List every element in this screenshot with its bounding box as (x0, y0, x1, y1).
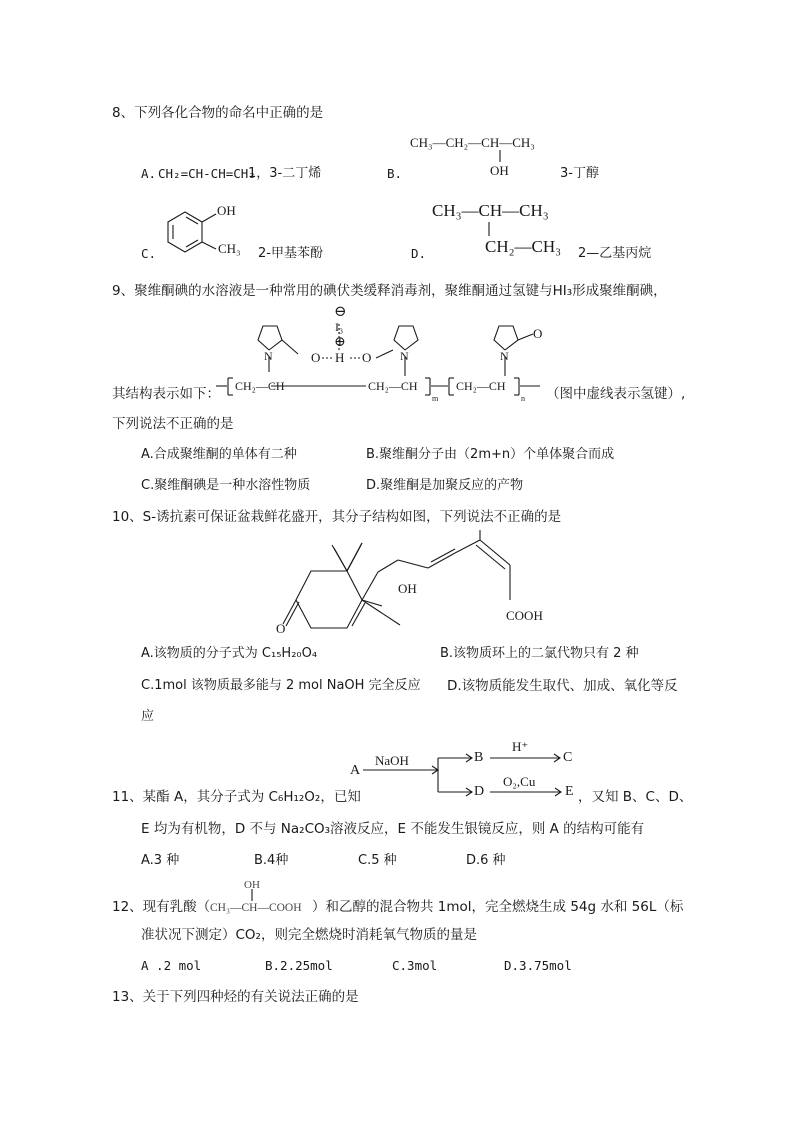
q8-option-d-label: D. (411, 246, 427, 261)
q10-structure-cooh: COOH (506, 608, 543, 623)
q8-option-c-ch3: CH₃ (218, 241, 241, 256)
q10-structure-o: O (276, 621, 286, 636)
q9-structure-o1: O (311, 350, 321, 365)
q12-stem-mid: ）和乙醇的混合物共 1mol，完全燃烧生成 54g 水和 56L（标 (312, 899, 684, 915)
q9-structure-chain-2: CH₂—CH (368, 379, 418, 393)
q9-structure-n1: N (264, 349, 273, 363)
q11-stem-start: 11、某酯 A，其分子式为 C₆H₁₂O₂，已知 (112, 789, 361, 805)
q12-option-c: C.3mol (392, 958, 438, 973)
q11-scheme-a: A (350, 763, 361, 778)
q9-structure-minus: ⊖ (334, 304, 347, 320)
q12-lactic-oh: OH (244, 879, 260, 891)
q11-option-c: C.5 种 (358, 853, 397, 868)
q11-scheme-e: E (565, 784, 574, 799)
q12-option-b: B.2.25mol (265, 958, 333, 973)
q11-scheme-o2cu: O₂,Cu (503, 774, 536, 789)
q9-structure-chain-1: CH₂—CH (235, 379, 285, 393)
q8-option-d-name: 2—乙基丙烷 (578, 246, 652, 261)
q9-structure-o3: O (533, 326, 543, 341)
q9-structure-o2: O (362, 350, 372, 365)
q9-structure-n3: N (500, 349, 509, 363)
q12-stem-line2: 准状况下测定）CO₂，则完全燃烧时消耗氧气物质的量是 (141, 927, 477, 943)
q10-stem: 10、S-诱抗素可保证盆栽鲜花盛开，其分子结构如图，下列说法不正确的是 (112, 509, 562, 525)
q9-structure-subscript-m: m (432, 394, 439, 403)
q9-structure-intro: 其结构表示如下： (112, 386, 220, 402)
q8-option-d-structure-top: CH₃—CH—CH₃ (432, 201, 549, 220)
q10-option-d-line1: D.该物质能发生取代、加成、氧化等反 (447, 678, 678, 694)
q10-option-b: B.该物质环上的二氯代物只有 2 种 (440, 646, 639, 661)
q8-option-b-oh: OH (490, 163, 509, 178)
q9-structure-chain-3: CH₂—CH (456, 379, 506, 393)
q12-option-a: A .2 mol (141, 958, 202, 973)
q8-option-b-label: B. (387, 166, 403, 181)
q13-stem: 13、关于下列四种烃的有关说法正确的是 (112, 989, 359, 1005)
q8-option-b-name: 3-丁醇 (560, 166, 599, 181)
q8-option-c-oh: OH (217, 203, 236, 218)
q10-option-c: C.1mol 该物质最多能与 2 mol NaOH 完全反应 (141, 678, 421, 693)
q9-structure-note: （图中虚线表示氢键）, (546, 386, 686, 402)
q12-stem-start: 12、现有乳酸（ (112, 899, 211, 915)
q9-stem: 9、聚维酮碘的水溶液是一种常用的碘伏类缓释消毒剂，聚维酮通过氢键与HI₃形成聚维酮碘， (112, 283, 667, 299)
q11-scheme-c: C (563, 750, 573, 765)
q11-option-b: B.4种 (254, 853, 289, 868)
q9-structure-h: H (335, 350, 345, 365)
q9-option-c: C.聚维酮碘是一种水溶性物质 (141, 478, 311, 493)
q8-option-d-structure-bottom: CH₂—CH₃ (485, 237, 562, 256)
q11-stem-end: ，又知 B、C、D、 (578, 789, 693, 805)
q8-option-c-name: 2-甲基苯酚 (258, 246, 323, 261)
q8-option-a-label: A. (141, 166, 157, 181)
q9-structure-subscript-n: n (521, 394, 525, 403)
q11-scheme-naoh: NaOH (375, 753, 409, 768)
q8-option-a-name: 1，3-二丁烯 (248, 166, 322, 181)
q10-option-d-line2: 应 (141, 709, 155, 724)
q8-option-a-formula: CH₂=CH-CH=CH₂ (158, 166, 256, 181)
q9-structure-n2: N (400, 349, 409, 363)
q9-option-d: D.聚维酮是加聚反应的产物 (366, 478, 524, 493)
q10-structure-oh: OH (398, 581, 417, 596)
q11-option-a: A.3 种 (141, 853, 180, 868)
q9-option-a: A.合成聚维酮的单体有二种 (141, 447, 297, 462)
q8-option-b-structure: CH₃—CH₂—CH—CH₃ (410, 135, 535, 150)
q11-option-d: D.6 种 (466, 853, 506, 868)
q8-option-c-label: C. (141, 246, 157, 261)
q9-structure-i3: I₃ (335, 320, 344, 334)
q11-stem-line2: E 均为有机物，D 不与 Na₂CO₃溶液反应，E 不能发生银镜反应，则 A 的结构可能有 (141, 821, 645, 837)
q11-scheme-d: D (474, 784, 485, 799)
q8-stem: 8、下列各化合物的命名中正确的是 (112, 105, 324, 121)
q12-option-d: D.3.75mol (504, 958, 572, 973)
q12-lactic-formula: CH₃—CH—COOH (210, 902, 302, 914)
q11-scheme-b: B (474, 750, 484, 765)
q10-option-a: A.该物质的分子式为 C₁₅H₂₀O₄ (141, 646, 318, 661)
q9-option-b: B.聚维酮分子由（2m+n）个单体聚合而成 (366, 447, 615, 462)
q11-scheme-hplus: H⁺ (512, 739, 529, 754)
q9-question: 下列说法不正确的是 (112, 416, 234, 432)
q9-structure-plus: ⊕ (334, 335, 346, 350)
